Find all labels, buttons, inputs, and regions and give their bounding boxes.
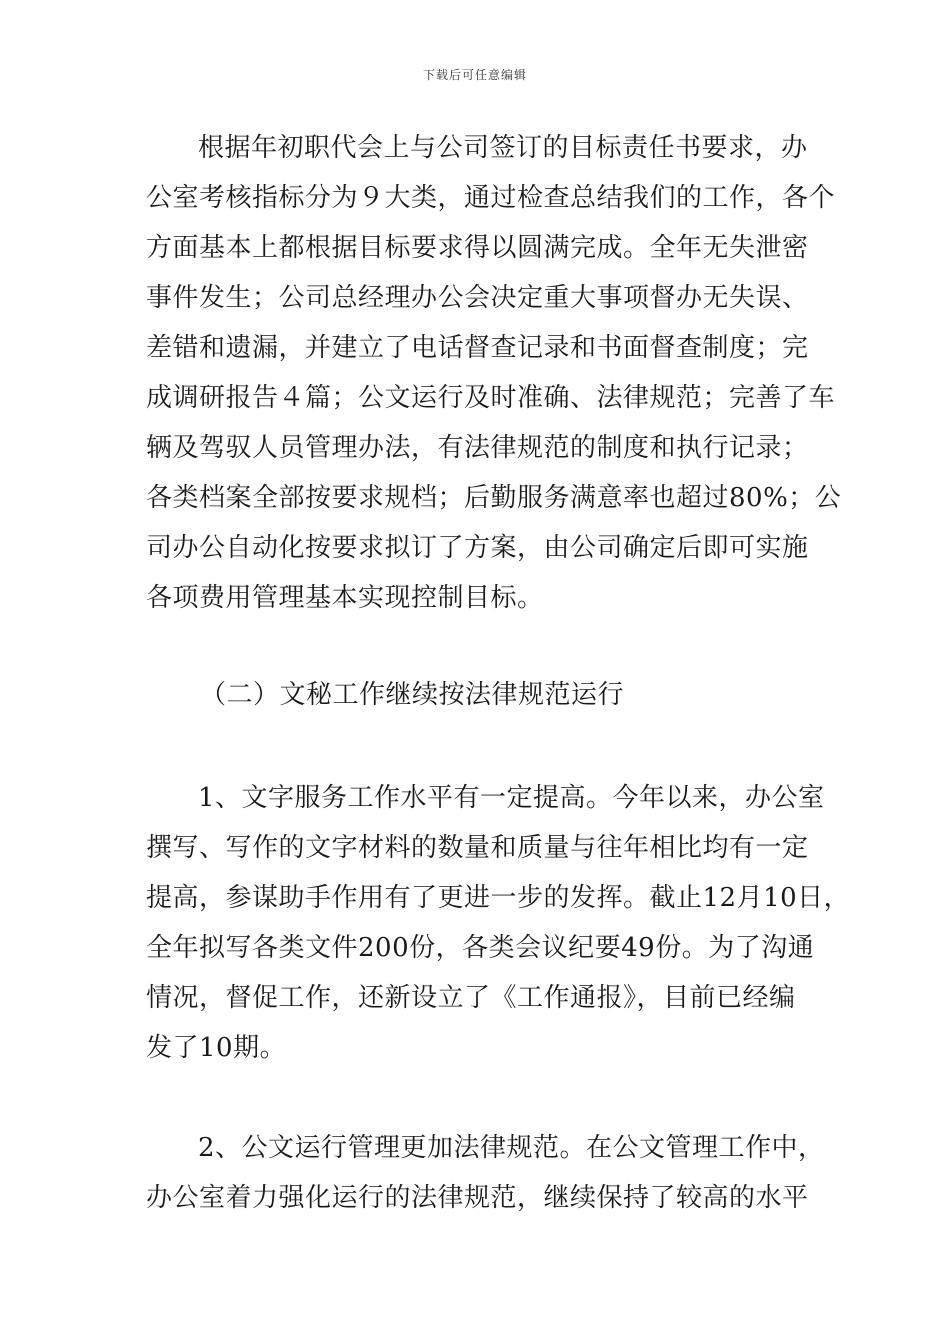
paragraph-3-line-1: 2、公文运行管理更加法律规范。在公文管理工作中， bbox=[198, 1133, 825, 1163]
paragraph-2-line-4: 全年拟写各类文件200份，各类会议纪要49份。为了沟通 bbox=[146, 933, 815, 963]
paragraph-1-line-7: 辆及驾驭人员管理办法，有法律规范的制度和执行记录； bbox=[146, 433, 809, 463]
paragraph-1-line-1: 根据年初职代会上与公司签订的目标责任书要求，办 bbox=[198, 133, 808, 163]
paragraph-1-line-2: 公室考核指标分为９大类，通过检查总结我们的工作，各个 bbox=[146, 183, 836, 213]
paragraph-1-line-10: 各项费用管理基本实现控制目标。 bbox=[146, 583, 544, 613]
section-heading: （二）文秘工作继续按法律规范运行 bbox=[200, 680, 625, 710]
paragraph-1-line-8: 各类档案全部按要求规档；后勤服务满意率也超过80%；公 bbox=[146, 483, 842, 513]
paragraph-1-line-9: 司办公自动化按要求拟订了方案，由公司确定后即可实施 bbox=[146, 533, 809, 563]
paragraph-1-line-5: 差错和遗漏，并建立了电话督查记录和书面督查制度；完 bbox=[146, 333, 809, 363]
paragraph-2-line-2: 撰写、写作的文字材料的数量和质量与往年相比均有一定 bbox=[146, 833, 809, 863]
paragraph-2-line-5: 情况，督促工作，还新设立了《工作通报》，目前已经编 bbox=[146, 983, 796, 1013]
paragraph-3-line-2: 办公室着力强化运行的法律规范，继续保持了较高的水平 bbox=[146, 1183, 809, 1213]
paragraph-2-line-1: 1、文字服务工作水平有一定提高。今年以来，办公室 bbox=[198, 783, 825, 813]
paragraph-2-line-3: 提高，参谋助手作用有了更进一步的发挥。截止12月10日， bbox=[146, 883, 851, 913]
paragraph-1-line-3: 方面基本上都根据目标要求得以圆满完成。全年无失泄密 bbox=[146, 233, 809, 263]
paragraph-2-line-6: 发了10期。 bbox=[146, 1033, 287, 1063]
paragraph-1-line-4: 事件发生；公司总经理办公会决定重大事项督办无失误、 bbox=[146, 283, 809, 313]
header-note: 下载后可任意编辑 bbox=[422, 68, 527, 82]
paragraph-1-line-6: 成调研报告４篇；公文运行及时准确、法律规范；完善了车 bbox=[146, 383, 836, 413]
